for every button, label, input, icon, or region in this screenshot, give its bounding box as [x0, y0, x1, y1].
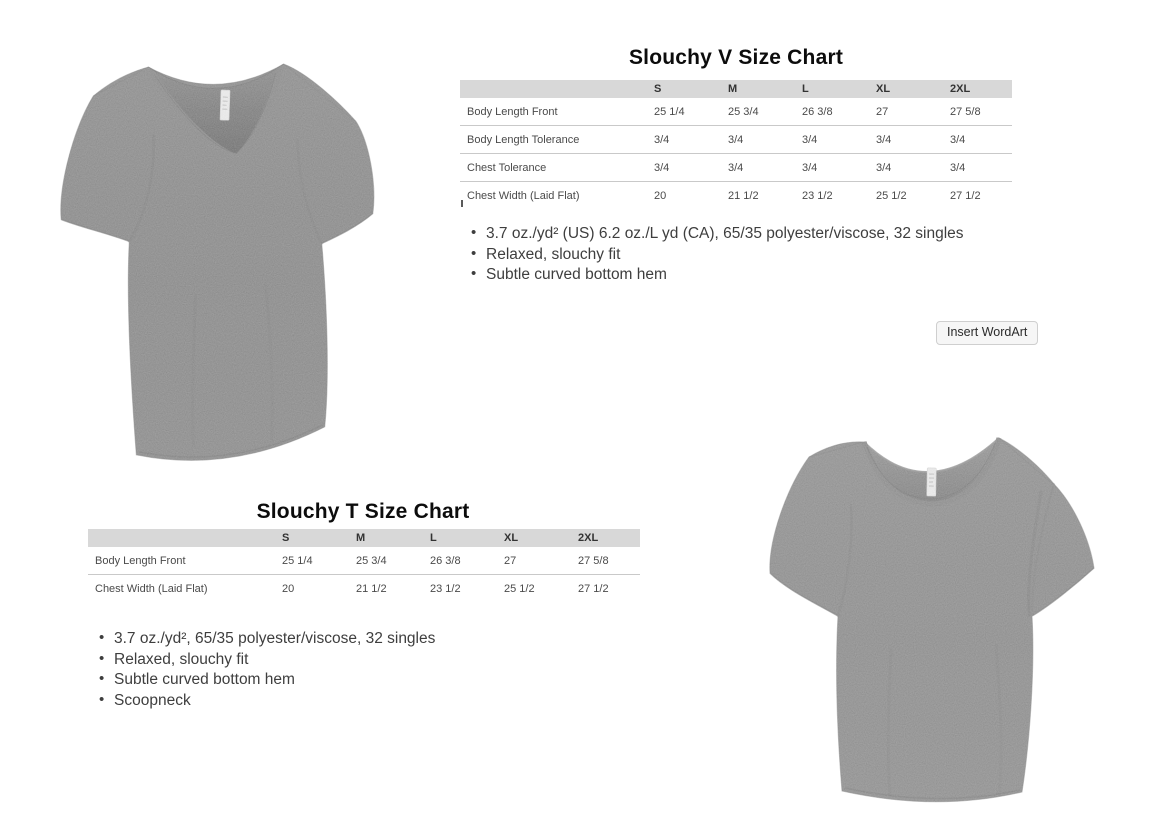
- cell: 3/4: [642, 126, 716, 154]
- col-header: L: [790, 80, 864, 98]
- cell: 3/4: [938, 126, 1012, 154]
- v-size-table: [460, 80, 1012, 209]
- col-header: [88, 529, 270, 547]
- cell: 27: [504, 555, 517, 567]
- text-cursor-artifact: [461, 200, 463, 207]
- cell: 20: [642, 182, 716, 210]
- slouchy-v-size-chart-section[interactable]: [460, 46, 1012, 209]
- cell: 27 1/2: [566, 575, 640, 603]
- col-header: S: [270, 529, 344, 547]
- slouchy-t-tee-photo[interactable]: [740, 410, 1152, 837]
- table-row: [88, 547, 640, 575]
- cell: 3/4: [790, 154, 864, 182]
- col-header: S: [642, 80, 716, 98]
- cell: 25 1/4: [654, 106, 685, 118]
- t-feature-list[interactable]: [88, 629, 568, 711]
- col-header: M: [344, 529, 418, 547]
- row-label: Chest Width (Laid Flat): [88, 575, 270, 603]
- row-label: Body Length Front: [467, 106, 558, 118]
- cell: 27 5/8: [578, 555, 609, 567]
- cell: 27 5/8: [950, 106, 981, 118]
- v-tee-illustration: [35, 45, 391, 501]
- cell: 20: [270, 575, 344, 603]
- cell: 25 1/4: [282, 555, 313, 567]
- scoop-tee-illustration: [740, 410, 1152, 837]
- list-item: • Relaxed, slouchy fit: [460, 245, 965, 266]
- slouchy-t-size-chart-section[interactable]: [88, 500, 638, 602]
- table-header-row: [88, 529, 640, 547]
- v-feature-list[interactable]: [460, 224, 965, 286]
- cell: 23 1/2: [418, 575, 492, 603]
- table-row: [88, 575, 640, 603]
- list-item: • 3.7 oz./yd² (US) 6.2 oz./L yd (CA), 65/35 polyester/viscose, 32 singles: [460, 224, 965, 245]
- cell: 3/4: [716, 126, 790, 154]
- cell: 3/4: [864, 154, 938, 182]
- table-row: [460, 98, 1012, 126]
- cell: 25 3/4: [728, 106, 759, 118]
- cell: 3/4: [642, 154, 716, 182]
- list-item: • 3.7 oz./yd², 65/35 polyester/viscose, 32 singles: [88, 629, 568, 650]
- table-row: [460, 126, 1012, 154]
- cell: 23 1/2: [790, 182, 864, 210]
- cell: 25 1/2: [492, 575, 566, 603]
- v-chart-title: Slouchy V Size Chart: [628, 46, 844, 69]
- list-item: • Relaxed, slouchy fit: [88, 650, 568, 671]
- row-label: Chest Width (Laid Flat): [460, 182, 642, 210]
- cell: 3/4: [938, 154, 1012, 182]
- cell: 26 3/8: [430, 555, 461, 567]
- cell: 3/4: [790, 126, 864, 154]
- table-row: [460, 182, 1012, 210]
- t-chart-title: Slouchy T Size Chart: [256, 500, 470, 523]
- neck-tag: [927, 468, 936, 496]
- cell: 26 3/8: [802, 106, 833, 118]
- insert-wordart-button[interactable]: Insert WordArt: [936, 321, 1038, 345]
- cell: 25 3/4: [356, 555, 387, 567]
- col-header: XL: [864, 80, 938, 98]
- col-header: L: [418, 529, 492, 547]
- cell: 21 1/2: [344, 575, 418, 603]
- list-item: • Scoopneck: [88, 691, 568, 712]
- t-size-table: [88, 529, 640, 602]
- cell: 3/4: [864, 126, 938, 154]
- table-row: [460, 154, 1012, 182]
- col-header: XL: [492, 529, 566, 547]
- row-label: Body Length Front: [95, 555, 186, 567]
- list-item: • Subtle curved bottom hem: [88, 670, 568, 691]
- neck-tag: [220, 90, 230, 120]
- col-header: 2XL: [938, 80, 1012, 98]
- col-header: [460, 80, 642, 98]
- col-header: M: [716, 80, 790, 98]
- cell: 3/4: [716, 154, 790, 182]
- row-label: Body Length Tolerance: [460, 126, 642, 154]
- cell: 27 1/2: [938, 182, 1012, 210]
- cell: 27: [876, 106, 889, 118]
- row-label: Chest Tolerance: [460, 154, 642, 182]
- table-header-row: [460, 80, 1012, 98]
- list-item: • Subtle curved bottom hem: [460, 265, 965, 286]
- slouchy-v-tee-photo[interactable]: [35, 45, 391, 501]
- cell: 21 1/2: [716, 182, 790, 210]
- cell: 25 1/2: [864, 182, 938, 210]
- col-header: 2XL: [566, 529, 640, 547]
